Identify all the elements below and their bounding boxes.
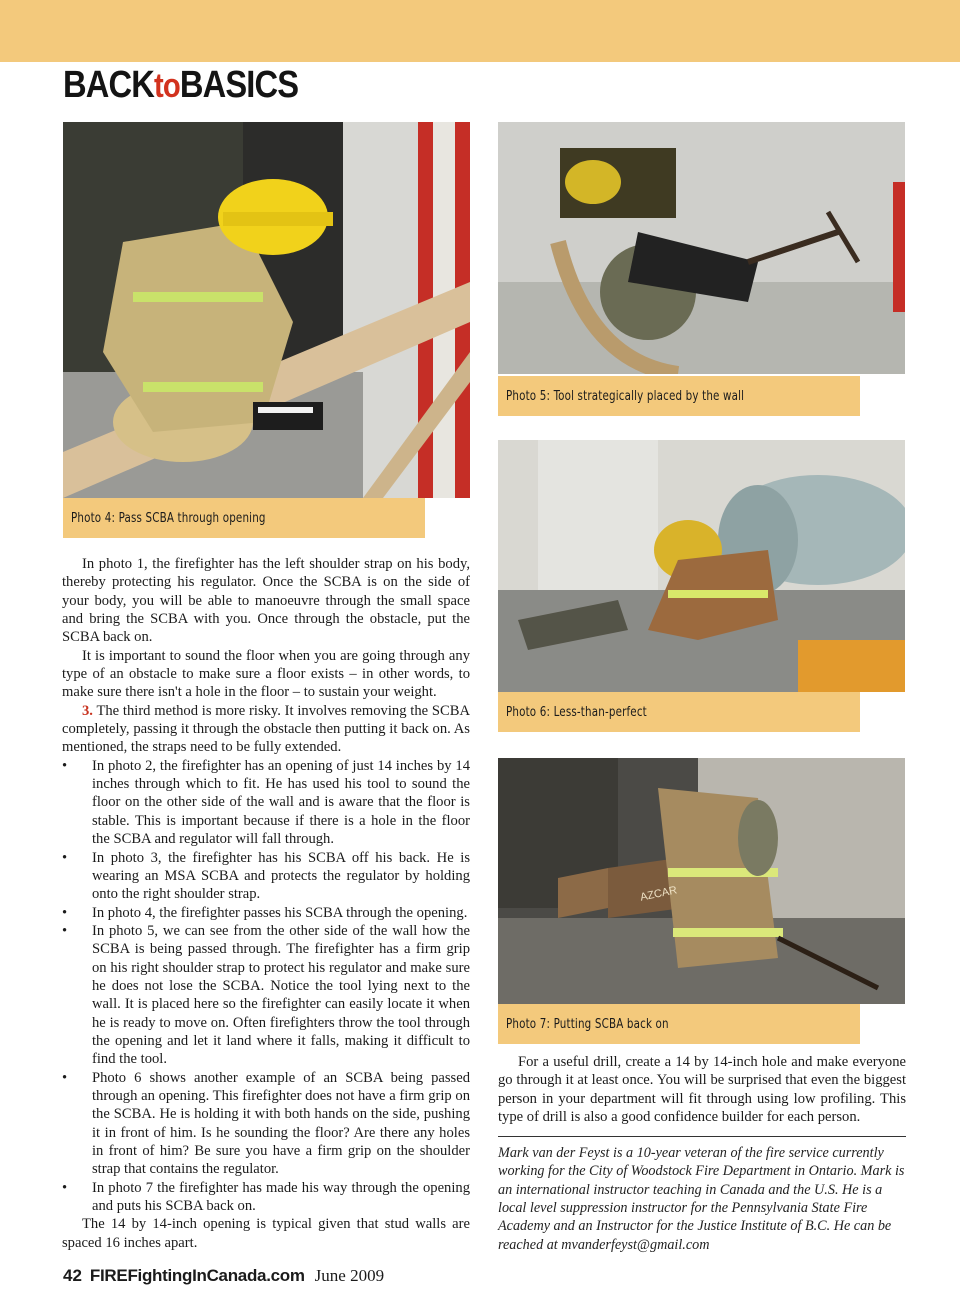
paragraph-method-3 (62, 702, 470, 757)
page-number: 42 (63, 1266, 82, 1285)
box-label: AZCAR (639, 884, 679, 904)
photo-6-caption: Photo 6: Less-than-perfect (498, 692, 860, 732)
list-item: • In photo 4, the firefighter passes his SCBA through the opening. (62, 904, 470, 922)
list-item: • In photo 5, we can see from the other side of the wall how the SCBA is being passed through. The firefighter has a firm grip on his right shoulder strap to protect his regulator and make sure he does not lose the SCBA. Notice the tool lying next to the wall. It is placed here so the firefighter can easily locate it when he is ready to move on. Often firefighters throw the tool through the opening and let it land where it falls, making it difficult to find the tool. (62, 922, 470, 1069)
photo-5 (498, 122, 905, 374)
list-item: • In photo 2, the firefighter has an opening of just 14 inches by 14 inches through which to fit. He has used his tool to sound the floor on the other side of the wall and is aware that the floor is stable. This is important because if there is a hole in the floor the SCBA and regulator will fall through. (62, 757, 470, 849)
paragraph: The 14 by 14-inch opening is typical given that stud walls are spaced 16 inches apart. (62, 1216, 470, 1251)
section-title (63, 64, 298, 107)
method-text: The third method is more risky. It involves removing the SCBA completely, passing it through the obstacle then putting it back on. As mentioned, the straps need to be fully extended. (62, 702, 470, 756)
photo-6 (498, 440, 905, 692)
title-part-to: to (153, 67, 180, 105)
bullet-list (62, 757, 470, 1216)
photo-7-caption: Photo 7: Putting SCBA back on (498, 1004, 860, 1044)
photo-4-caption: Photo 4: Pass SCBA through opening (63, 498, 425, 538)
paragraph: In photo 1, the firefighter has the left shoulder strap on his body, thereby protecting his regulator. Once the SCBA is on the side of your body, you will be able to manoeuvre through the small space and bring the SCBA with you. Once through the obstacle, put the SCBA back on. (62, 556, 470, 646)
method-number: 3. (82, 702, 93, 719)
article-body-left (62, 555, 470, 1252)
photo-5-caption: Photo 5: Tool strategically placed by the wall (498, 376, 860, 416)
paragraph: For a useful drill, create a 14 by 14-inch hole and make everyone go through it at least once. You will be surprised that even the biggest person in your department will fit through using low profiling. This type of drill is also a good confidence builder for each person. (498, 1054, 906, 1126)
site-name: FIREFightingInCanada.com (89, 1266, 305, 1285)
list-item: • In photo 7 the firefighter has made his way through the opening and puts his SCBA back on. (62, 1179, 470, 1216)
paragraph: It is important to sound the floor when you are going through any type of an obstacle to make sure a floor exists – in other words, to make sure there isn't a hole in the floor – to sustain your weight. (62, 647, 470, 701)
title-part-back: BACK (63, 64, 154, 106)
photo-7 (498, 758, 905, 1004)
divider (498, 1136, 906, 1137)
list-item: • Photo 6 shows another example of an SCBA being passed through an opening. This firefighter does not have a firm grip on the SCBA. He is holding it with both hands on the side, pushing it in front of him. Is he sounding the floor? Are there any holes in front of him? Be sure you have a firm grip on the shoulder strap that contains the regulator. (62, 1069, 470, 1179)
article-body-right (498, 1053, 906, 1126)
title-part-basics: BASICS (179, 64, 299, 106)
issue-date: June 2009 (314, 1266, 385, 1285)
list-item: • In photo 3, the firefighter has his SCBA off his back. He is wearing an MSA SCBA and protects the regulator by holding onto the right shoulder strap. (62, 849, 470, 904)
page-footer (63, 1266, 384, 1286)
photo-4 (63, 122, 470, 498)
header-color-band (0, 0, 960, 62)
author-bio: Mark van der Feyst is a 10-year veteran of the fire service currently working for the City of Woodstock Fire Department in Ontario. Mark is an international instructor teaching in Canada and the U.S. He is a local level suppression instructor for the Pennsylvania State Fire Academy and an Instructor for the Justice Institute of B.C. He can be reached at mvanderfeyst@gmail.com (498, 1145, 905, 1253)
